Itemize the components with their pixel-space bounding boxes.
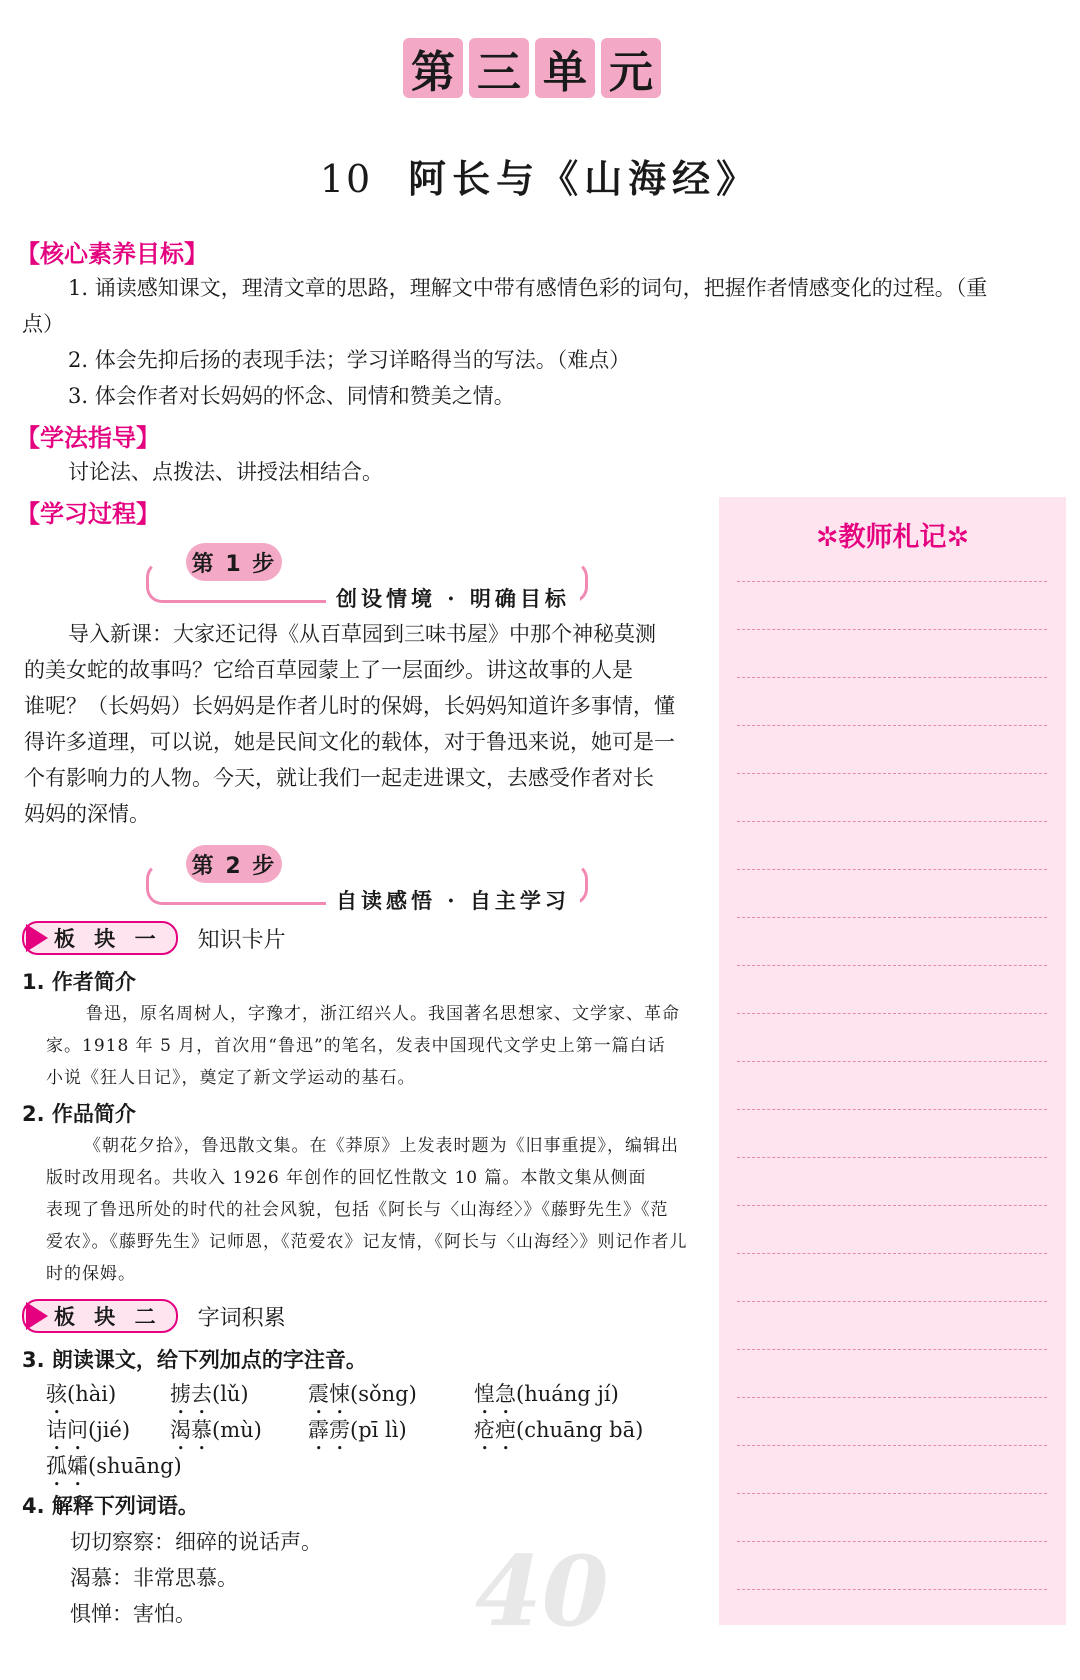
play-arrow-icon: [26, 1302, 48, 1330]
pinyin-item: [474, 1414, 643, 1455]
core-goal-1: 1. 诵读感知课文，理清文章的思路，理解文中带有感情色彩的词句，把握作者情感变化的过程。（重: [68, 276, 988, 300]
pinyin-reading: (shuāng): [88, 1454, 182, 1478]
note-line[interactable]: [737, 1109, 1047, 1110]
pinyin-word: 震悚: [308, 1382, 350, 1406]
definition-item: 切切察察：细碎的说话声。: [70, 1530, 322, 1554]
work-intro-heading: 2. 作品简介: [22, 1102, 136, 1126]
note-line[interactable]: [737, 1397, 1047, 1398]
definition-item: 惧惮：害怕。: [70, 1602, 196, 1626]
note-line[interactable]: [737, 1589, 1047, 1590]
note-line[interactable]: [737, 581, 1047, 582]
core-goal-2: 2. 体会先抑后扬的表现手法；学习详略得当的写法。（难点）: [68, 348, 631, 372]
note-line[interactable]: [737, 1013, 1047, 1014]
module-2-label: 板 块 二: [54, 1305, 162, 1329]
intro-line: 的美女蛇的故事吗？它给百草园蒙上了一层面纱。讲这故事的人是: [24, 658, 633, 682]
step-2-label: 自读感悟 · 自主学习: [326, 885, 580, 915]
note-line[interactable]: [737, 821, 1047, 822]
method-text: 讨论法、点拨法、讲授法相结合。: [68, 460, 383, 484]
note-line[interactable]: [737, 1061, 1047, 1062]
note-line[interactable]: [737, 1349, 1047, 1350]
note-line[interactable]: [737, 1493, 1047, 1494]
intro-line: 导入新课：大家还记得《从百草园到三味书屋》中那个神秘莫测: [68, 622, 656, 646]
pinyin-item: [46, 1450, 182, 1491]
note-line[interactable]: [737, 677, 1047, 678]
pinyin-reading: (jié): [88, 1418, 131, 1442]
intro-line: 个有影响力的人物。今天，就让我们一起走进课文，去感受作者对长: [24, 766, 654, 790]
unit-banner-char: 元: [601, 38, 661, 98]
work-intro-text: [46, 1130, 716, 1290]
work-intro-line: 版时改用现名。共收入 1926 年创作的回忆性散文 10 篇。本散文集从侧面: [46, 1168, 647, 1188]
note-line[interactable]: [737, 1253, 1047, 1254]
step-1-banner: [146, 543, 586, 611]
intro-line: 谁呢？（长妈妈）长妈妈是作者儿时的保姆，长妈妈知道许多事情，懂: [24, 694, 675, 718]
method-heading: 【学法指导】: [16, 424, 160, 452]
module-1-title: 知识卡片: [197, 927, 286, 953]
note-line[interactable]: [737, 1445, 1047, 1446]
teacher-notes-title: ✲教师札记✲: [815, 522, 970, 553]
module-1-banner: [22, 922, 286, 954]
note-line[interactable]: [737, 1541, 1047, 1542]
lesson-name: 阿长与《山海经》: [408, 156, 761, 201]
pinyin-reading: (hài): [67, 1382, 117, 1406]
note-line[interactable]: [737, 1157, 1047, 1158]
intro-paragraph: [24, 616, 714, 832]
q3-heading: 3. 朗读课文，给下列加点的字注音。: [22, 1348, 367, 1372]
note-line[interactable]: [737, 725, 1047, 726]
pinyin-reading: (lǔ): [212, 1382, 249, 1406]
module-1-label: 板 块 一: [54, 927, 162, 951]
pinyin-reading: (sǒng): [350, 1382, 417, 1406]
step-2-tab: 第 2 步: [186, 845, 282, 883]
pinyin-item: [474, 1378, 619, 1419]
core-goal-1-cont: 点）: [22, 312, 64, 336]
step-1-tab: 第 1 步: [186, 543, 282, 581]
lesson-number: 10: [319, 157, 373, 201]
module-2-banner: [22, 1300, 286, 1332]
author-intro-line: 家。1918 年 5 月，首次用“鲁迅”的笔名，发表中国现代文学史上第一篇白话: [46, 1036, 666, 1056]
intro-line: 妈妈的深情。: [24, 802, 150, 826]
pinyin-reading: (huáng jí): [516, 1382, 619, 1406]
note-line[interactable]: [737, 1205, 1047, 1206]
author-intro-line: 小说《狂人日记》，奠定了新文学运动的基石。: [46, 1068, 416, 1088]
pinyin-reading: (mù): [212, 1418, 262, 1442]
play-arrow-icon: [26, 924, 48, 952]
pinyin-word: 骇: [46, 1382, 67, 1406]
work-intro-line: 表现了鲁迅所处的时代的社会风貌，包括《阿长与〈山海经〉》《藤野先生》《范: [46, 1200, 669, 1220]
pinyin-item: [308, 1414, 407, 1455]
step-1-label: 创设情境 · 明确目标: [326, 583, 580, 613]
lesson-title: [0, 148, 1080, 203]
pinyin-word: 诘问: [46, 1418, 88, 1442]
module-1-pill: [22, 921, 178, 955]
pinyin-item: [170, 1378, 249, 1419]
unit-banner: [403, 38, 661, 98]
intro-line: 得许多道理，可以说，她是民间文化的载体，对于鲁迅来说，她可是一: [24, 730, 675, 754]
note-line[interactable]: [737, 965, 1047, 966]
pinyin-word: 惶急: [474, 1382, 516, 1406]
process-heading: 【学习过程】: [16, 500, 160, 528]
unit-banner-char: 三: [469, 38, 529, 98]
q4-heading: 4. 解释下列词语。: [22, 1494, 199, 1518]
note-line[interactable]: [737, 629, 1047, 630]
pinyin-reading: (pī lì): [350, 1418, 407, 1442]
pinyin-item: [46, 1378, 116, 1419]
core-goals-heading: 【核心素养目标】: [16, 240, 208, 268]
pinyin-reading: (chuāng bā): [516, 1418, 644, 1442]
pinyin-item: [170, 1414, 262, 1455]
author-intro-text: [46, 998, 716, 1094]
pinyin-word: 孤孀: [46, 1454, 88, 1478]
pinyin-word: 渴慕: [170, 1418, 212, 1442]
pinyin-item: [46, 1414, 130, 1455]
definition-item: 渴慕：非常思慕。: [70, 1566, 238, 1590]
pinyin-word: 掳去: [170, 1382, 212, 1406]
author-intro-line: 鲁迅，原名周树人，字豫才，浙江绍兴人。我国著名思想家、文学家、革命: [86, 1004, 680, 1024]
work-intro-line: 爱农》。《藤野先生》记师恩，《范爱农》记友情，《阿长与〈山海经〉》则记作者儿: [46, 1232, 688, 1252]
note-line[interactable]: [737, 869, 1047, 870]
module-2-pill: [22, 1299, 178, 1333]
pinyin-word: 疮疤: [474, 1418, 516, 1442]
author-intro-heading: 1. 作者简介: [22, 970, 136, 994]
work-intro-line: 《朝花夕拾》，鲁迅散文集。在《莽原》上发表时题为《旧事重提》，编辑出: [84, 1136, 679, 1156]
unit-banner-char: 第: [403, 38, 463, 98]
step-2-banner: [146, 845, 586, 913]
note-line[interactable]: [737, 1301, 1047, 1302]
module-2-title: 字词积累: [197, 1305, 286, 1331]
work-intro-line: 时的保姆。: [46, 1264, 136, 1284]
core-goal-3: 3. 体会作者对长妈妈的怀念、同情和赞美之情。: [68, 384, 515, 408]
note-line[interactable]: [737, 773, 1047, 774]
note-line[interactable]: [737, 917, 1047, 918]
pinyin-word: 霹雳: [308, 1418, 350, 1442]
teacher-notes-panel: [719, 497, 1066, 1625]
pinyin-item: [308, 1378, 417, 1419]
page-number: 40: [475, 1535, 609, 1648]
unit-banner-char: 单: [535, 38, 595, 98]
